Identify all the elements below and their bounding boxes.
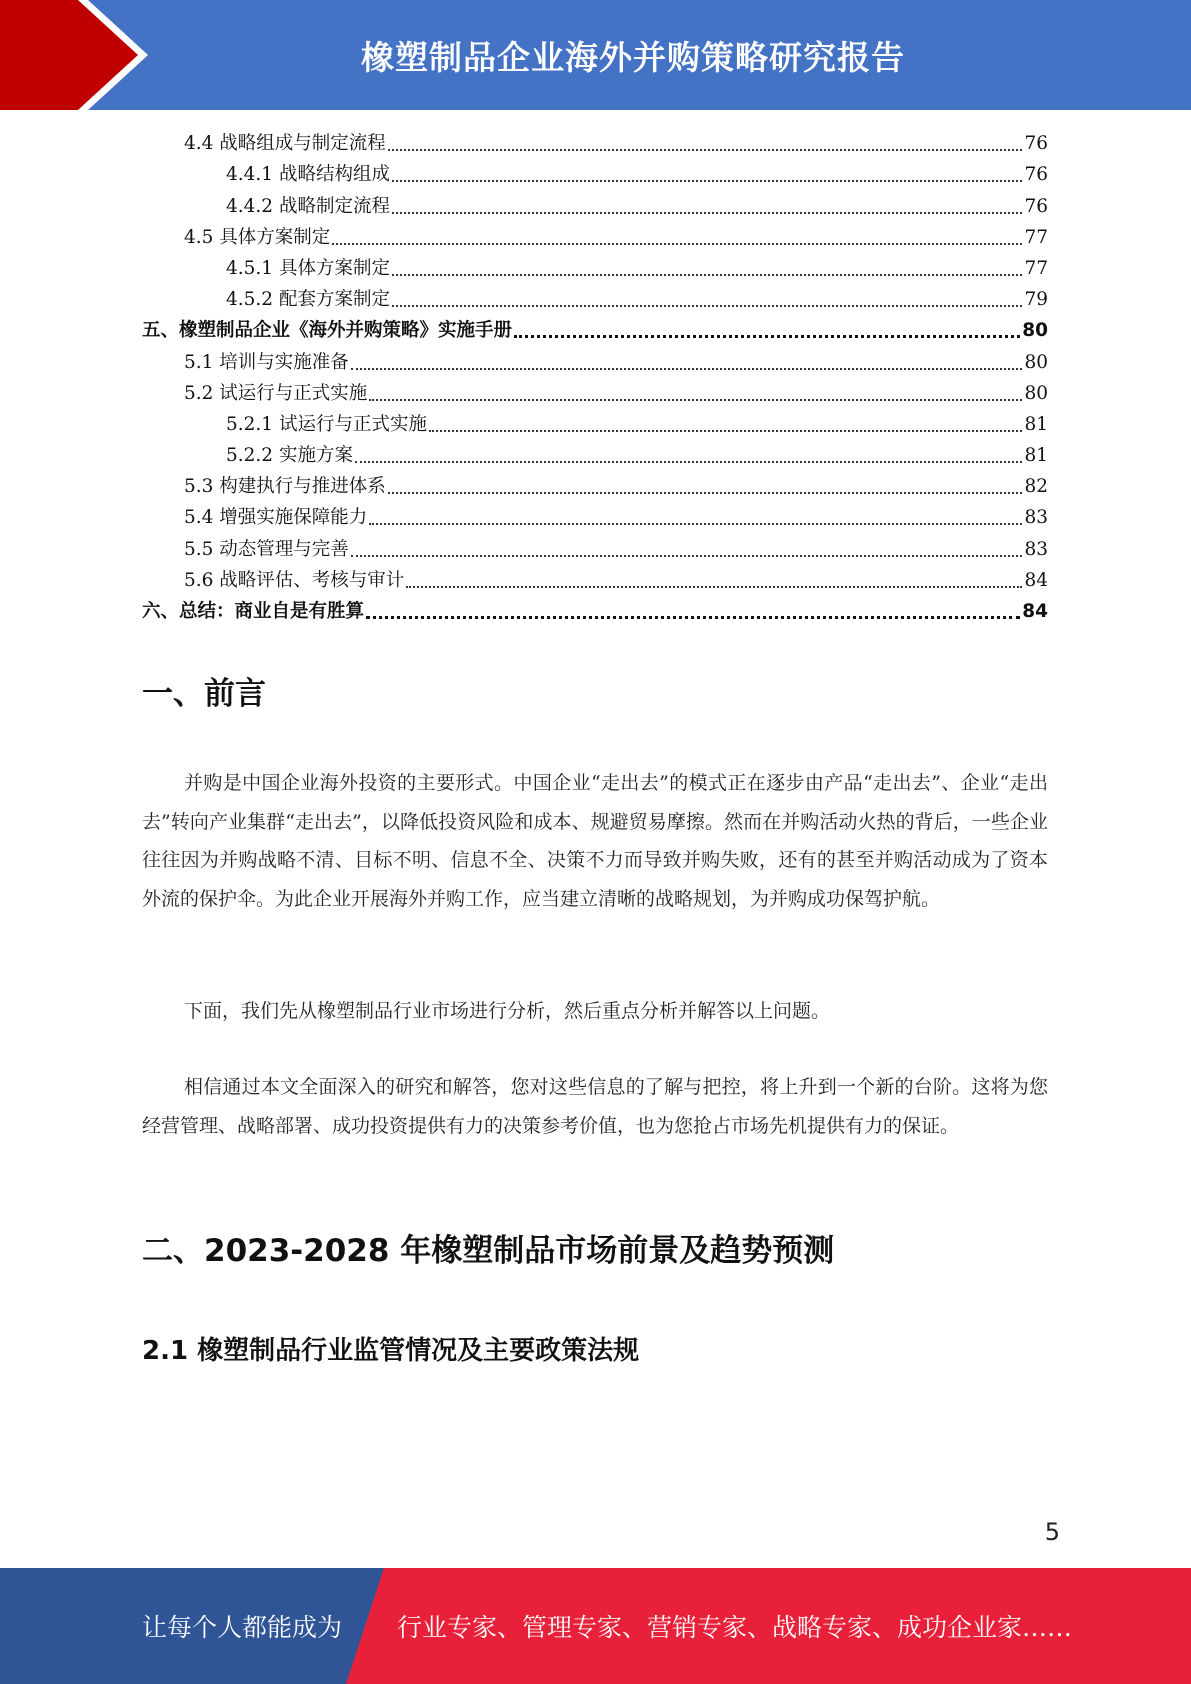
toc-entry-page: 76 bbox=[1024, 164, 1048, 186]
toc-entry[interactable] bbox=[142, 565, 1048, 596]
page-number: 5 bbox=[1044, 1518, 1060, 1546]
toc-dot-leader bbox=[514, 335, 1020, 338]
toc-dot-leader bbox=[332, 243, 1022, 245]
toc-dot-leader bbox=[369, 523, 1022, 525]
toc-entry-label: 5.2.1 试运行与正式实施 bbox=[226, 413, 427, 435]
toc-entry[interactable] bbox=[142, 315, 1048, 346]
section-heading-preface: 一、前言 bbox=[142, 676, 266, 712]
toc-entry-label: 5.5 动态管理与完善 bbox=[184, 538, 349, 560]
toc-entry-page: 84 bbox=[1022, 601, 1048, 622]
toc-entry-page: 77 bbox=[1024, 226, 1048, 248]
section-heading-market-outlook: 二、2023-2028 年橡塑制品市场前景及趋势预测 bbox=[142, 1233, 835, 1269]
toc-entry[interactable] bbox=[142, 533, 1048, 564]
toc-entry[interactable] bbox=[142, 378, 1048, 409]
page-header bbox=[0, 0, 1191, 110]
header-title: 橡塑制品企业海外并购策略研究报告 bbox=[361, 37, 905, 77]
toc-entry[interactable] bbox=[142, 409, 1048, 440]
toc-entry[interactable] bbox=[142, 190, 1048, 221]
toc-entry-label: 5.4 增强实施保障能力 bbox=[184, 507, 368, 529]
toc-entry-label: 5.2 试运行与正式实施 bbox=[184, 382, 368, 404]
toc-dot-leader bbox=[351, 555, 1023, 557]
toc-entry[interactable] bbox=[142, 222, 1048, 253]
toc-entry-label: 4.4.1 战略结构组成 bbox=[226, 164, 390, 186]
toc-entry-label: 五、橡塑制品企业《海外并购策略》实施手册 bbox=[142, 320, 513, 342]
preface-paragraph-2: 下面，我们先从橡塑制品行业市场进行分析，然后重点分析并解答以上问题。 bbox=[184, 1000, 831, 1022]
toc-entry-label: 5.6 战略评估、考核与审计 bbox=[184, 569, 405, 591]
toc-entry-page: 84 bbox=[1024, 569, 1048, 591]
subsection-heading-regulation: 2.1 橡塑制品行业监管情况及主要政策法规 bbox=[142, 1336, 640, 1366]
toc-dot-leader bbox=[355, 461, 1023, 463]
toc-dot-leader bbox=[392, 212, 1022, 214]
toc-entry-label: 4.5 具体方案制定 bbox=[184, 226, 331, 248]
toc-entry[interactable] bbox=[142, 471, 1048, 502]
footer-slogan-left: 让每个人都能成为 bbox=[142, 1613, 343, 1642]
toc-entry-page: 80 bbox=[1024, 351, 1048, 373]
toc-entry-label: 4.5.1 具体方案制定 bbox=[226, 257, 390, 279]
preface-paragraph-3: 相信通过本文全面深入的研究和解答，您对这些信息的了解与把控，将上升到一个新的台阶。这将为您经营管理、战略部署、成功投资提供有力的决策参考价值，也为您抢占市场先机提供有力的保证。 bbox=[142, 1076, 1048, 1137]
toc-entry[interactable] bbox=[142, 128, 1048, 159]
toc-entry-label: 4.4 战略组成与制定流程 bbox=[184, 133, 386, 155]
toc-entry-label: 4.5.2 配套方案制定 bbox=[226, 289, 390, 311]
toc-entry-page: 79 bbox=[1024, 289, 1048, 311]
toc-dot-leader bbox=[392, 274, 1022, 276]
toc-entry[interactable] bbox=[142, 440, 1048, 471]
toc-dot-leader bbox=[351, 368, 1023, 370]
toc-dot-leader bbox=[388, 492, 1023, 494]
page-footer bbox=[0, 1568, 1191, 1684]
toc-entry-page: 80 bbox=[1022, 320, 1048, 342]
toc-dot-leader bbox=[366, 616, 1020, 619]
toc-entry-label: 5.2.2 实施方案 bbox=[226, 445, 353, 467]
toc-entry-page: 76 bbox=[1024, 195, 1048, 217]
toc-entry[interactable] bbox=[142, 253, 1048, 284]
toc-entry[interactable] bbox=[142, 596, 1048, 627]
toc-entry-page: 80 bbox=[1024, 382, 1048, 404]
toc-entry-page: 83 bbox=[1024, 507, 1048, 529]
toc-dot-leader bbox=[388, 149, 1023, 151]
toc-entry-page: 83 bbox=[1024, 538, 1048, 560]
toc-dot-leader bbox=[406, 586, 1022, 588]
preface-paragraph-1: 并购是中国企业海外投资的主要形式。中国企业“走出去”的模式正在逐步由产品“走出去”、企业“走出去”转向产业集群“走出去”，以降低投资风险和成本、规避贸易摩擦。然而在并购活动火热的背后，一些企业往往因为并购战略不清、目标不明、信息不全、决策不力而导致并购失败，还有的甚至并购活动成为了资本外流的保护伞。为此企业开展海外并购工作，应当建立清晰的战略规划，为并购成功保驾护航。 bbox=[142, 772, 1048, 910]
toc-dot-leader bbox=[429, 430, 1022, 432]
footer-slogan-right: 行业专家、管理专家、营销专家、战略专家、成功企业家…… bbox=[397, 1613, 1073, 1642]
toc-entry-label: 5.3 构建执行与推进体系 bbox=[184, 476, 386, 498]
toc-entry-label: 六、总结：商业自是有胜算 bbox=[142, 601, 365, 622]
toc-entry[interactable] bbox=[142, 159, 1048, 190]
toc-entry[interactable] bbox=[142, 346, 1048, 377]
toc-entry-label: 4.4.2 战略制定流程 bbox=[226, 195, 390, 217]
toc-entry[interactable] bbox=[142, 502, 1048, 533]
toc-dot-leader bbox=[392, 305, 1022, 307]
toc-dot-leader bbox=[392, 180, 1022, 182]
toc-entry-label: 5.1 培训与实施准备 bbox=[184, 351, 349, 373]
table-of-contents bbox=[142, 128, 1048, 627]
toc-entry[interactable] bbox=[142, 284, 1048, 315]
toc-dot-leader bbox=[369, 399, 1022, 401]
toc-entry-page: 77 bbox=[1024, 257, 1048, 279]
toc-entry-page: 82 bbox=[1024, 476, 1048, 498]
toc-entry-page: 81 bbox=[1024, 445, 1048, 467]
toc-entry-page: 81 bbox=[1024, 413, 1048, 435]
toc-entry-page: 76 bbox=[1024, 133, 1048, 155]
